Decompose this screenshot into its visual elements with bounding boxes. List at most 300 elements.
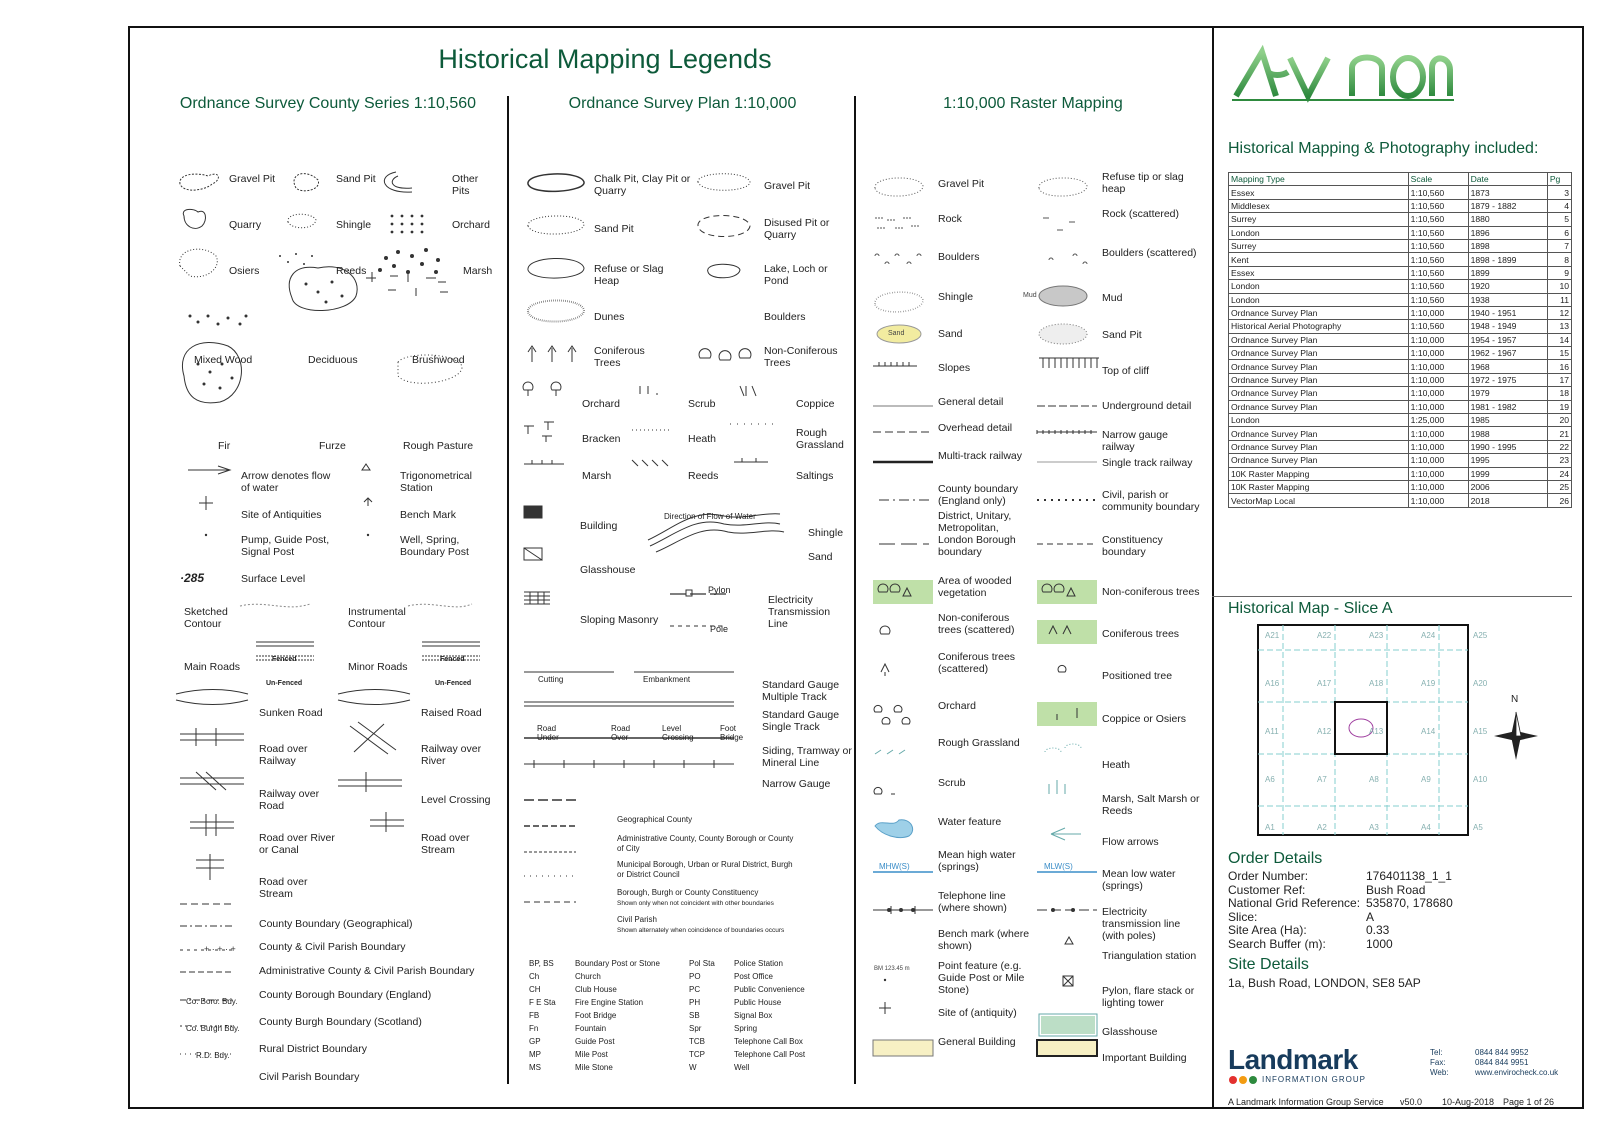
table-row xyxy=(1229,480,1572,493)
county-sand-pit-label: Sand Pit xyxy=(336,173,376,185)
plan-pole-label: Pole xyxy=(710,624,729,634)
order-key: Site Area (Ha): xyxy=(1228,923,1307,937)
table-cell: Historical Aerial Photography xyxy=(1229,320,1409,333)
table-cell: 1:10,560 xyxy=(1408,253,1468,266)
table-cell: 1990 - 1995 xyxy=(1468,440,1547,453)
table-row xyxy=(1229,306,1572,319)
raster-mhws-text: MHW(S) xyxy=(879,862,910,871)
slice-divider xyxy=(1212,596,1572,597)
county-boundary-civil-label: County & Civil Parish Boundary xyxy=(259,941,406,953)
table-cell: 1:10,000 xyxy=(1408,480,1468,493)
grid-cell-label: A18 xyxy=(1369,679,1384,688)
column-title-county: Ordnance Survey County Series 1:10,560 xyxy=(179,95,477,112)
county-arrow-flow-label: Arrow denotes flow of water xyxy=(241,470,331,494)
contact-value: www.envirocheck.co.uk xyxy=(1475,1068,1559,1077)
table-header-cell: Date xyxy=(1468,173,1547,186)
table-cell: Ordnance Survey Plan xyxy=(1229,440,1409,453)
grid-cell-label: A2 xyxy=(1317,823,1327,832)
grid-cell-label: A10 xyxy=(1473,775,1488,784)
table-row xyxy=(1229,239,1572,252)
county-boundary-rural-label: Rural District Boundary xyxy=(259,1043,367,1055)
raster-right-label: Single track railway xyxy=(1102,457,1193,469)
plan-bracken-label: Bracken xyxy=(582,433,621,445)
plan-road-under-label: Road Under xyxy=(537,724,559,742)
table-cell: 12 xyxy=(1547,306,1571,319)
grid-cell-label: A1 xyxy=(1265,823,1275,832)
raster-right-label: Heath xyxy=(1102,759,1131,771)
raster-left-label: Mean high water (springs) xyxy=(938,849,1016,873)
grid-cell-label: A16 xyxy=(1265,679,1280,688)
plan-sloping-label: Sloping Masonry xyxy=(580,614,659,626)
raster-right-label: Coppice or Osiers xyxy=(1102,713,1187,725)
table-row xyxy=(1229,293,1572,306)
raster-left-label: Sand xyxy=(938,328,963,340)
grid-cell-label: A8 xyxy=(1369,775,1379,784)
county-antiquities-label: Site of Antiquities xyxy=(241,509,322,521)
plan-municipal-label: Municipal Borough, Urban or Rural District, Burgh or District Council xyxy=(617,860,793,879)
table-cell: 1985 xyxy=(1468,414,1547,427)
table-cell: 10K Raster Mapping xyxy=(1229,467,1409,480)
table-row xyxy=(1229,414,1572,427)
table-row xyxy=(1229,266,1572,279)
table-cell: 24 xyxy=(1547,467,1571,480)
abbreviation-cell: GP xyxy=(529,1037,541,1046)
county-road-over-rail-label: Road over Railway xyxy=(259,743,308,767)
table-cell: 10 xyxy=(1547,280,1571,293)
abbreviation-cell: Boundary Post or Stone xyxy=(575,959,660,968)
raster-left-label: Boulders xyxy=(938,251,980,263)
table-cell: 16 xyxy=(1547,360,1571,373)
svg-text:+ · + · +: + · + · + xyxy=(204,944,236,954)
plan-elec-label: Electricity Transmission Line xyxy=(768,594,831,630)
raster-right-label: Non-coniferous trees xyxy=(1102,586,1200,598)
county-furze-label: Furze xyxy=(319,440,346,452)
plan-foot-bridge-label: Foot Bridge xyxy=(720,724,744,742)
table-cell: 1:10,560 xyxy=(1408,226,1468,239)
county-fir-label: Fir xyxy=(218,440,231,452)
abbreviation-cell: Guide Post xyxy=(575,1037,615,1046)
county-boundary-burgh-abbr: Co. Burgh Bdy. xyxy=(186,1024,240,1033)
table-cell: 5 xyxy=(1547,213,1571,226)
column-title-raster: 1:10,000 Raster Mapping xyxy=(943,95,1123,112)
raster-left-label: County boundary (England only) xyxy=(938,483,1018,507)
sidebar-divider xyxy=(1212,26,1214,1109)
table-cell: 1:10,000 xyxy=(1408,306,1468,319)
grid-cell-label: A12 xyxy=(1317,727,1332,736)
raster-right-label: Marsh, Salt Marsh or Reeds xyxy=(1102,793,1200,817)
county-minor-fenced: Fenced xyxy=(440,656,465,663)
abbreviation-cell: Spring xyxy=(734,1024,758,1033)
grid-cell-label: A20 xyxy=(1473,679,1488,688)
county-marsh-label: Marsh xyxy=(463,265,493,277)
abbreviation-cell: SB xyxy=(689,1011,700,1020)
county-well-label: Well, Spring, Boundary Post xyxy=(400,534,469,558)
plan-admin-county-label: Administrative County, County Borough or County of City xyxy=(617,834,794,853)
grid-cell-label: A21 xyxy=(1265,631,1280,640)
county-rough-pasture-label: Rough Pasture xyxy=(403,440,474,452)
raster-left-label: Water feature xyxy=(938,816,1002,828)
table-cell: 8 xyxy=(1547,253,1571,266)
plan-road-over-label: Road Over xyxy=(611,724,631,742)
plan-cutting-label: Cutting xyxy=(538,675,564,684)
table-cell: 1:10,000 xyxy=(1408,494,1468,507)
plan-embankment-label: Embankment xyxy=(643,675,691,684)
grid-cell-label: A11 xyxy=(1265,727,1279,736)
order-key: Slice: xyxy=(1228,909,1258,924)
table-row xyxy=(1229,400,1572,413)
county-rail-over-river-label: Railway over River xyxy=(421,743,482,767)
plan-building-label: Building xyxy=(580,520,618,532)
raster-mlws-text: MLW(S) xyxy=(1044,862,1073,871)
table-cell: 1920 xyxy=(1468,280,1547,293)
table-cell: Ordnance Survey Plan xyxy=(1229,306,1409,319)
table-cell: Surrey xyxy=(1229,239,1409,252)
slice-grid xyxy=(1257,624,1488,836)
table-cell: Ordnance Survey Plan xyxy=(1229,427,1409,440)
county-instrumental-label: Instrumental Contour xyxy=(348,606,406,630)
order-value: 535870, 178680 xyxy=(1366,896,1453,910)
table-cell: 1:10,560 xyxy=(1408,239,1468,252)
plan-std-multi-label: Standard Gauge Multiple Track xyxy=(762,679,840,703)
site-address: 1a, Bush Road, LONDON, SE8 5AP xyxy=(1228,976,1421,990)
table-cell: 19 xyxy=(1547,400,1571,413)
abbreviation-cell: TCP xyxy=(689,1050,705,1059)
table-row xyxy=(1229,467,1572,480)
avinon-logo xyxy=(1232,44,1454,106)
raster-right-label: Refuse tip or slag heap xyxy=(1102,171,1184,195)
grid-cell-label: A4 xyxy=(1421,823,1431,832)
abbreviation-cell: Fountain xyxy=(575,1024,607,1033)
table-cell: London xyxy=(1229,414,1409,427)
table-cell: Ordnance Survey Plan xyxy=(1229,333,1409,346)
raster-left-label: Overhead detail xyxy=(938,422,1013,434)
table-row xyxy=(1229,440,1572,453)
table-cell: 1898 xyxy=(1468,239,1547,252)
table-cell: 1:10,000 xyxy=(1408,440,1468,453)
plan-nonconif-label: Non-Coniferous Trees xyxy=(764,345,838,369)
table-cell: London xyxy=(1229,226,1409,239)
table-row xyxy=(1229,253,1572,266)
raster-left-label: Orchard xyxy=(938,700,976,712)
plan-orchard-label: Orchard xyxy=(582,398,620,410)
table-row xyxy=(1229,427,1572,440)
table-cell: London xyxy=(1229,293,1409,306)
table-cell: 1896 xyxy=(1468,226,1547,239)
grid-cell-label: A17 xyxy=(1317,679,1332,688)
abbreviation-cell: Post Office xyxy=(734,972,773,981)
table-cell: 1968 xyxy=(1468,360,1547,373)
abbreviation-cell: PO xyxy=(689,972,701,981)
raster-left-label: Shingle xyxy=(938,291,974,303)
grid-cell-label: A9 xyxy=(1421,775,1431,784)
plan-boulders-label: Boulders xyxy=(764,311,806,323)
table-cell: VectorMap Local xyxy=(1229,494,1409,507)
county-gravel-pit-label: Gravel Pit xyxy=(229,173,276,185)
table-cell: 11 xyxy=(1547,293,1571,306)
raster-right-label: Rock (scattered) xyxy=(1102,208,1180,220)
table-row xyxy=(1229,186,1572,199)
table-cell: 1:10,000 xyxy=(1408,427,1468,440)
table-row xyxy=(1229,320,1572,333)
county-boundary-boro-label: County Borough Boundary (England) xyxy=(259,989,432,1001)
grid-cell-label: A14 xyxy=(1421,727,1436,736)
contact-key: Tel: xyxy=(1430,1048,1443,1057)
table-cell: 21 xyxy=(1547,427,1571,440)
raster-left-label: Slopes xyxy=(938,362,971,374)
county-boundary-burgh-label: County Burgh Boundary (Scotland) xyxy=(259,1016,422,1028)
table-cell: Ordnance Survey Plan xyxy=(1229,454,1409,467)
table-cell: Middlesex xyxy=(1229,199,1409,212)
county-brushwood-label: Brushwood xyxy=(412,354,465,366)
county-boundary-admin-label: Administrative County & Civil Parish Boundary xyxy=(259,965,475,977)
table-cell: 9 xyxy=(1547,266,1571,279)
county-main-fenced: Fenced xyxy=(272,656,297,663)
plan-rough-label: Rough Grassland xyxy=(796,427,844,451)
plan-dunes-label: Dunes xyxy=(594,311,625,323)
table-header-cell: Pg xyxy=(1547,173,1571,186)
table-cell: 1:10,000 xyxy=(1408,333,1468,346)
table-cell: 1898 - 1899 xyxy=(1468,253,1547,266)
table-cell: Kent xyxy=(1229,253,1409,266)
county-main-unfenced: Un-Fenced xyxy=(266,680,303,687)
table-cell: 1:10,560 xyxy=(1408,293,1468,306)
abbreviation-cell: Mile Stone xyxy=(575,1063,613,1072)
raster-left-label: Gravel Pit xyxy=(938,178,985,190)
table-cell: 1879 - 1882 xyxy=(1468,199,1547,212)
plan-coppice-label: Coppice xyxy=(796,398,835,410)
plan-narrow-label: Narrow Gauge xyxy=(762,778,831,790)
county-boundary-rural-abbr: R.D. Bdy. xyxy=(196,1051,230,1060)
raster-right-label: Mean low water (springs) xyxy=(1102,868,1176,892)
county-trig-label: Trigonometrical Station xyxy=(400,470,472,494)
table-cell: 1948 - 1949 xyxy=(1468,320,1547,333)
table-cell: 1988 xyxy=(1468,427,1547,440)
raster-right-label: Triangulation station xyxy=(1102,950,1197,962)
raster-left-label: Area of wooded vegetation xyxy=(938,575,1012,599)
order-key: Order Number: xyxy=(1228,869,1309,883)
county-rail-over-road-label: Railway over Road xyxy=(259,788,320,812)
table-row xyxy=(1229,280,1572,293)
plan-siding-label: Siding, Tramway or Mineral Line xyxy=(762,745,852,769)
plan-glasshouse-label: Glasshouse xyxy=(580,564,636,576)
table-cell: 1940 - 1951 xyxy=(1468,306,1547,319)
table-row xyxy=(1229,199,1572,212)
table-cell: 25 xyxy=(1547,480,1571,493)
raster-right-label: Glasshouse xyxy=(1102,1026,1158,1038)
raster-mud-text: Mud xyxy=(1023,292,1037,299)
county-bench-label: Bench Mark xyxy=(400,509,457,521)
raster-left-label: Non-coniferous trees (scattered) xyxy=(938,612,1015,636)
plan-std-single-label: Standard Gauge Single Track xyxy=(762,709,840,733)
table-cell: 1954 - 1957 xyxy=(1468,333,1547,346)
table-cell: Ordnance Survey Plan xyxy=(1229,347,1409,360)
table-cell: 1:10,000 xyxy=(1408,387,1468,400)
abbreviation-cell: Public House xyxy=(734,998,782,1007)
county-reeds-label: Reeds xyxy=(336,265,367,277)
table-row xyxy=(1229,360,1572,373)
slice-title: Historical Map - Slice A xyxy=(1228,600,1393,617)
raster-left-label: Telephone line (where shown) xyxy=(938,890,1007,914)
plan-conif-label: Coniferous Trees xyxy=(594,345,645,369)
contact-value: 0844 844 9952 xyxy=(1475,1048,1529,1057)
county-surface-number: ·285 xyxy=(180,571,205,585)
plan-marsh-label: Marsh xyxy=(582,470,612,482)
plan-borough-note: Shown only when not coincident with other boundaries xyxy=(617,900,774,907)
county-minor-roads-label: Minor Roads xyxy=(348,661,408,673)
county-sunken-label: Sunken Road xyxy=(259,707,323,719)
raster-left-label: General Building xyxy=(938,1036,1016,1048)
county-minor-unfenced: Un-Fenced xyxy=(435,680,472,687)
plan-civil-label: Civil Parish xyxy=(617,915,658,924)
table-cell: 1972 - 1975 xyxy=(1468,373,1547,386)
raster-right-label: Pylon, flare stack or lighting tower xyxy=(1102,985,1195,1009)
plan-level-cross-label: Level Crossing xyxy=(662,724,694,742)
order-key: Search Buffer (m): xyxy=(1228,936,1326,951)
table-cell: 1981 - 1982 xyxy=(1468,400,1547,413)
raster-right-label: Mud xyxy=(1102,292,1123,304)
county-quarry-label: Quarry xyxy=(229,219,262,231)
county-shingle-label: Shingle xyxy=(336,219,372,231)
contact-key: Fax: xyxy=(1430,1058,1446,1067)
abbreviation-cell: Police Station xyxy=(734,959,783,968)
raster-sand-text: Sand xyxy=(888,330,905,337)
table-cell: 3 xyxy=(1547,186,1571,199)
plan-gravel-label: Gravel Pit xyxy=(764,180,811,192)
column-divider-1 xyxy=(507,96,509,1084)
abbreviation-cell: CH xyxy=(529,985,541,994)
plan-disused-label: Disused Pit or Quarry xyxy=(764,217,830,241)
contact-key: Web: xyxy=(1430,1068,1449,1077)
abbreviation-cell: PH xyxy=(689,998,701,1007)
table-cell: Essex xyxy=(1229,186,1409,199)
county-road-over-river-canal-label: Road over River or Canal xyxy=(259,832,335,856)
grid-cell-label: A13 xyxy=(1369,727,1384,736)
county-sketched-label: Sketched Contour xyxy=(184,606,228,630)
raster-left-label: Bench mark (where shown) xyxy=(938,928,1030,952)
landmark-subtitle: INFORMATION GROUP xyxy=(1262,1075,1366,1084)
abbreviation-cell: Public Convenience xyxy=(734,985,805,994)
mapping-table-body xyxy=(1229,186,1572,507)
abbreviation-cell: BP, BS xyxy=(529,959,554,968)
table-cell: 1:10,000 xyxy=(1408,454,1468,467)
abbreviation-cell: F E Sta xyxy=(529,998,556,1007)
raster-left-label: Point feature (e.g. Guide Post or Mile Stone) xyxy=(938,960,1025,996)
abbreviation-cell: MP xyxy=(529,1050,541,1059)
table-cell: London xyxy=(1229,280,1409,293)
raster-left-label: Coniferous trees (scattered) xyxy=(938,651,1016,675)
abbreviation-cell: Well xyxy=(734,1063,750,1072)
table-row xyxy=(1229,333,1572,346)
table-cell: 1873 xyxy=(1468,186,1547,199)
county-orchard-label: Orchard xyxy=(452,219,490,231)
raster-right-label: Civil, parish or community boundary xyxy=(1102,489,1200,513)
table-cell: Surrey xyxy=(1229,213,1409,226)
plan-refuse-label: Refuse or Slag Heap xyxy=(594,263,664,287)
plan-chalk-label: Chalk Pit, Clay Pit or Quarry xyxy=(594,173,691,197)
table-row xyxy=(1229,347,1572,360)
grid-cell-label: A22 xyxy=(1317,631,1332,640)
table-cell: 1:10,000 xyxy=(1408,347,1468,360)
raster-right-label: Positioned tree xyxy=(1102,670,1173,682)
county-boundary-parish-label: Civil Parish Boundary xyxy=(259,1071,360,1083)
raster-right-label: Narrow gauge railway xyxy=(1102,429,1168,453)
table-cell: 1999 xyxy=(1468,467,1547,480)
plan-flow-label: Direction of Flow of Water xyxy=(664,512,756,521)
column-title-plan: Ordnance Survey Plan 1:10,000 xyxy=(568,95,797,112)
raster-left-label: Rock xyxy=(938,213,962,225)
table-cell: 1880 xyxy=(1468,213,1547,226)
county-raised-label: Raised Road xyxy=(421,707,482,719)
table-row xyxy=(1229,494,1572,507)
abbreviation-cell: Telephone Call Post xyxy=(734,1050,806,1059)
table-cell: 1938 xyxy=(1468,293,1547,306)
table-cell: 2006 xyxy=(1468,480,1547,493)
column-divider-2 xyxy=(854,96,856,1084)
plan-lake-label: Lake, Loch or Pond xyxy=(764,263,828,287)
north-arrow-icon xyxy=(1492,700,1540,764)
abbreviation-cell: Club House xyxy=(575,985,617,994)
county-road-over-stream-label: Road over Stream xyxy=(421,832,470,856)
plan-pylon-label: Pylon xyxy=(708,585,731,595)
page-title: Historical Mapping Legends xyxy=(438,44,772,74)
abbreviation-cell: FB xyxy=(529,1011,540,1020)
grid-cell-label: A7 xyxy=(1317,775,1327,784)
plan-saltings-label: Saltings xyxy=(796,470,834,482)
raster-right-label: Flow arrows xyxy=(1102,836,1159,848)
table-cell: 2018 xyxy=(1468,494,1547,507)
table-cell: 1:10,560 xyxy=(1408,186,1468,199)
table-cell: 10K Raster Mapping xyxy=(1229,480,1409,493)
table-cell: 1962 - 1967 xyxy=(1468,347,1547,360)
order-value: A xyxy=(1366,909,1375,924)
table-cell: 1:10,000 xyxy=(1408,373,1468,386)
raster-left-label: Multi-track railway xyxy=(938,450,1023,462)
abbreviation-cell: Spr xyxy=(689,1024,702,1033)
grid-cell-label: A24 xyxy=(1421,631,1436,640)
table-cell: 18 xyxy=(1547,387,1571,400)
table-row xyxy=(1229,454,1572,467)
abbreviation-cell: Fn xyxy=(529,1024,539,1033)
grid-cell-label: A25 xyxy=(1473,631,1488,640)
abbreviation-cell: Church xyxy=(575,972,601,981)
table-cell: 20 xyxy=(1547,414,1571,427)
contact-value: 0844 844 9951 xyxy=(1475,1058,1529,1067)
grid-cell-label: A6 xyxy=(1265,775,1275,784)
table-cell: 1979 xyxy=(1468,387,1547,400)
table-cell: Ordnance Survey Plan xyxy=(1229,387,1409,400)
plan-sand-label: Sand Pit xyxy=(594,223,634,235)
included-title: Historical Mapping & Photography included: xyxy=(1228,140,1539,157)
raster-left-label: Rough Grassland xyxy=(938,737,1020,749)
grid-cell-label: A3 xyxy=(1369,823,1379,832)
plan-reeds-label: Reeds xyxy=(688,470,719,482)
raster-right-label: Boulders (scattered) xyxy=(1102,247,1197,259)
raster-right-label: Important Building xyxy=(1102,1052,1187,1064)
footer-page: Page 1 of 26 xyxy=(1503,1097,1555,1107)
table-cell: 1:10,560 xyxy=(1408,280,1468,293)
order-value: 176401138_1_1 xyxy=(1366,869,1452,883)
table-row xyxy=(1229,387,1572,400)
table-cell: 1:10,560 xyxy=(1408,213,1468,226)
mapping-table-header xyxy=(1229,173,1572,186)
abbreviation-cell: Foot Bridge xyxy=(575,1011,617,1020)
table-cell: 1:25,000 xyxy=(1408,414,1468,427)
abbreviation-cell: MS xyxy=(529,1063,541,1072)
table-cell: 14 xyxy=(1547,333,1571,346)
raster-bm-text: BM 123.45 m xyxy=(874,966,910,972)
county-level-crossing-label: Level Crossing xyxy=(421,794,491,806)
table-cell: 1:10,560 xyxy=(1408,199,1468,212)
